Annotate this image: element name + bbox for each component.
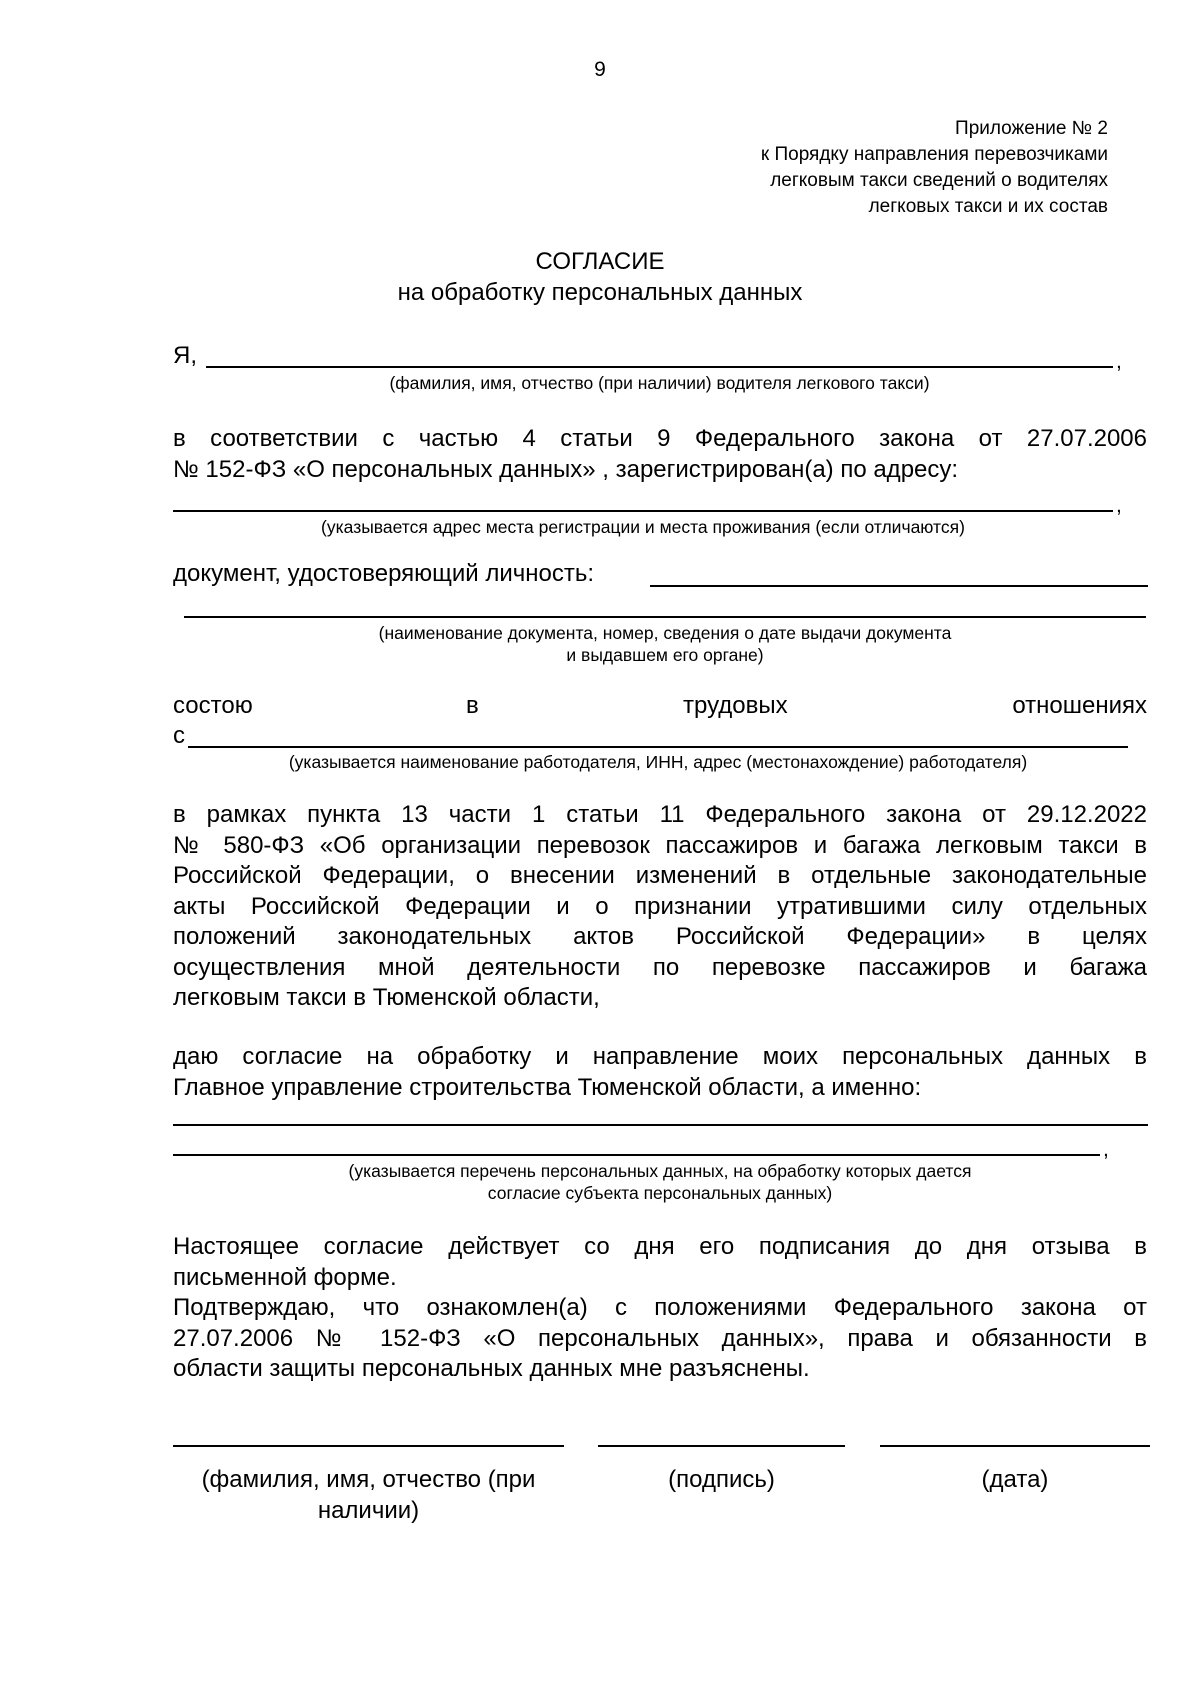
employment-field-caption: (указывается наименование работодателя, ИНН, адрес (местонахождение) работодателя) [288,752,1028,772]
data-list-field-caption [220,1160,1100,1204]
appendix-header [761,116,1108,220]
name-field-prefix: Я, [173,342,197,369]
name-field-caption: (фамилия, имя, отчество (при наличии) водителя легкового такси) [389,373,930,393]
signature-caption: (подпись) [668,1466,775,1493]
document-subtitle: на обработку персональных данных [397,279,803,306]
data-list-input-line-2[interactable] [173,1154,1100,1156]
paragraph-line: Настоящее согласие действует со дня его подписания до дня отзыва в [173,1233,1147,1260]
appendix-line: Приложение № 2 [955,118,1108,139]
document-field-caption [184,622,1146,666]
confirm-paragraph [173,1293,1147,1385]
document-field-label: документ, удостоверяющий личность: [173,560,595,587]
caption-line: согласие субъекта персональных данных) [487,1183,833,1203]
signature-name-caption [173,1464,564,1526]
page-number: 9 [594,58,606,81]
employer-input-line[interactable] [188,746,1128,748]
paragraph-line: акты Российской Федерации и о признании утратившими силу отдельных [173,892,1147,920]
name-input-line[interactable] [206,366,1113,368]
appendix-line: легковых такси и их состав [868,196,1108,217]
caption-line: (указывается перечень персональных данных, на обработку которых дается [348,1161,972,1181]
employment-word: отношениях [1012,692,1147,719]
employment-word: в [466,692,479,719]
employment-word: трудовых [683,692,788,719]
data-list-field-suffix: , [1103,1138,1109,1161]
caption-line: (фамилия, имя, отчество (при [201,1466,536,1493]
paragraph-line: области защиты персональных данных мне разъяснены. [173,1355,810,1382]
paragraph-line: положений законодательных актов Российской Федерации» в целях [173,923,1147,950]
paragraph-line: осуществления мной деятельности по перевозке пассажиров и багажа [173,953,1147,981]
address-field-caption: (указывается адрес места регистрации и места проживания (если отличаются) [321,517,965,537]
signature-date-line[interactable] [880,1445,1150,1447]
paragraph-line: даю согласие на обработку и направление моих персональных данных в [173,1043,1147,1070]
paragraph-line: 27.07.2006 № 152-ФЗ «О персональных данных», права и обязанности в [173,1324,1147,1352]
employment-word: состою [173,692,253,719]
paragraph-line: письменной форме. [173,1263,397,1291]
paragraph-line: Российской Федерации, о внесении изменений в отдельные законодательные [173,862,1147,889]
document-title: СОГЛАСИЕ [535,248,665,275]
caption-line: наличии) [317,1497,420,1524]
signature-name-line[interactable] [173,1445,564,1447]
signature-line[interactable] [598,1445,845,1447]
caption-line: и выдавшем его органе) [566,645,764,665]
paragraph-line: Подтверждаю, что ознакомлен(а) с положениями Федерального закона от [173,1294,1147,1321]
paragraph-line: в соответствии с частью 4 статьи 9 Федерального закона от 27.07.2006 [173,425,1147,452]
employment-field-prefix: с [173,722,185,749]
paragraph-line: № 580-ФЗ «Об организации перевозок пассажиров и багажа легковым такси в [173,831,1147,859]
name-field-suffix: , [1116,350,1122,373]
paragraph-line: № 152-ФЗ «О персональных данных» , зарегистрирован(а) по адресу: [173,455,959,483]
document-input-line-2[interactable] [184,616,1146,618]
paragraph-line: Главное управление строительства Тюменской области, а именно: [173,1073,922,1101]
appendix-line: легковым такси сведений о водителях [770,170,1108,191]
signature-date-caption: (дата) [981,1466,1049,1493]
address-field-suffix: , [1116,494,1122,517]
purpose-paragraph [173,800,1147,1014]
appendix-line: к Порядку направления перевозчиками [760,144,1108,165]
paragraph-line: легковым такси в Тюменской области, [173,984,600,1011]
consent-paragraph [173,1042,1147,1103]
document-input-line[interactable] [650,585,1148,587]
address-input-line[interactable] [173,510,1113,512]
paragraph-line: в рамках пункта 13 части 1 статьи 11 Федерального закона от 29.12.2022 [173,801,1147,828]
caption-line: (наименование документа, номер, сведения о дате выдачи документа [378,623,952,643]
validity-paragraph [173,1232,1147,1293]
law-paragraph [173,424,1147,485]
data-list-input-line[interactable] [173,1124,1148,1126]
